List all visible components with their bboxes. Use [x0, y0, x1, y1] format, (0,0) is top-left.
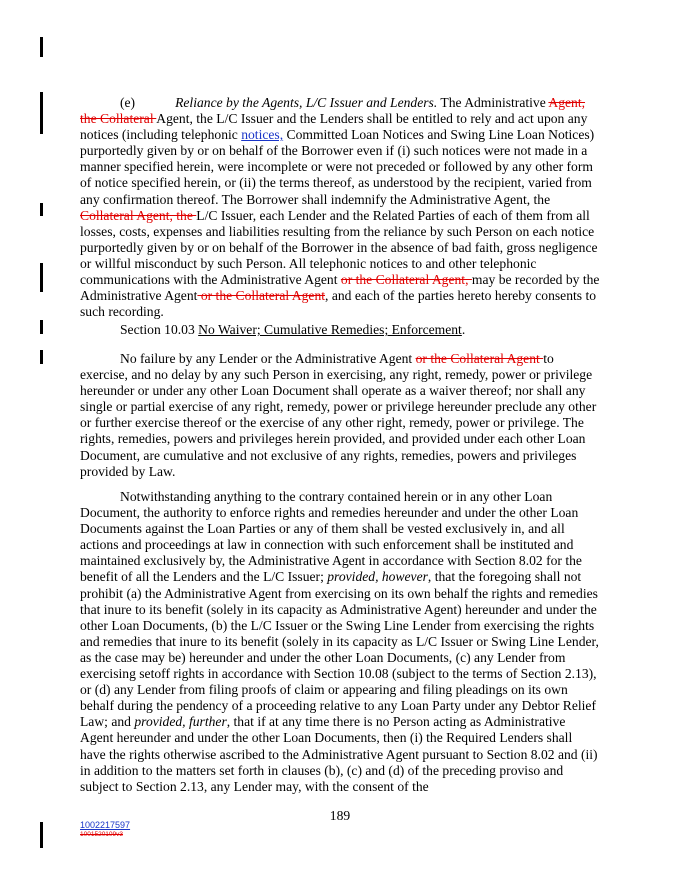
- change-bar: [40, 350, 43, 364]
- deleted-text: or the Collateral Agent: [415, 351, 544, 366]
- paragraph-reliance: (e) Reliance by the Agents, L/C Issuer and Lenders. The Administrative Agent, the Collateral Agent, the L/C Issuer and the Lenders shall be entitled to rely and act upon any notices (including telephonic notices, Committed Loan Notices and Swing Line Loan Notices) purportedly given by or on behalf of the Borrower even if (i) such notices were not made in a manner specified herein, were incomplete or were not preceded or followed by any other form of notice specified herein, or (ii) the terms thereof, as understood by the recipient, varied from any confirmation thereof. The Borrower shall indemnify the Administrative Agent, the Collateral Agent, the L/C Issuer, each Lender and the Related Parties of each of them from all losses, costs, expenses and liabilities resulting from the reliance by such Person on each notice purportedly given by or on behalf of the Borrower in the absence of bad faith, gross negligence or willful misconduct by such Person. All telephonic notices to and other telephonic communications with the Administrative Agent or the Collateral Agent, may be recorded by the Administrative Agent or the Collateral Agent, and each of the parties hereto hereby consents to such recording.: [80, 95, 600, 320]
- change-bar: [40, 37, 43, 57]
- deleted-text: or the Collateral Agent: [197, 288, 326, 304]
- change-bar: [40, 822, 43, 848]
- deleted-text: Collateral Agent, the: [80, 207, 197, 223]
- document-id: 1002217597: [80, 820, 131, 830]
- document-id-deleted: 1001520109v3: [80, 831, 124, 838]
- deleted-text: Agent, the Collateral: [80, 95, 586, 127]
- inserted-text: notices,: [241, 127, 284, 143]
- change-bar: [40, 92, 43, 134]
- paragraph-enforcement: Notwithstanding anything to the contrary contained herein or in any other Loan Document, the authority to enforce rights and remedies hereunder and under the other Loan Documents against the Loan Parties or any of them shall be vested exclusively in, and all actions and proceedings at law in connection with such enforcement shall be instituted and maintained exclusively by, the Administrative Agent in accordance with Section 8.02 for the benefit of all the Lenders and the L/C Issuer; provided, however, that the foregoing shall not prohibit (a) the Administrative Agent from exercising on its own behalf the rights and remedies that inure to its benefit (solely in its capacity as Administrative Agent) hereunder and under the other Loan Documents, (b) the L/C Issuer or the Swing Line Lender from exercising the rights and remedies that inure to its benefit (solely in its capacity as L/C Issuer or Swing Line Lender, as the case may be) hereunder and under the other Loan Documents, (c) any Lender from exercising setoff rights in accordance with Section 10.08 (subject to the terms of Section 2.13), or (d) any Lender from filing proofs of claim or appearing and filing pleadings on its own behalf during the pendency of a proceeding relative to any Loan Party under any Debtor Relief Law; and provided, further, that if at any time there is no Person acting as Administrative Agent hereunder and under the other Loan Documents, then (i) the Required Lenders shall have the rights otherwise ascribed to the Administrative Agent pursuant to Section 8.02 and (ii) in addition to the matters set forth in clauses (b), (c) and (d) of the preceding proviso and subject to Section 2.13, any Lender may, with the consent of the: [80, 489, 599, 794]
- section-number: Section 10.03: [120, 322, 195, 337]
- paragraph-no-waiver: No failure by any Lender or the Administrative Agent or the Collateral Agent to exercise, and no delay by any such Person in exercising, any right, remedy, power or privilege hereunder or under any other Loan Document shall operate as a waiver thereof; nor shall any single or partial exercise of any right, remedy, power or privilege hereunder preclude any other or further exercise thereof or the exercise of any other right, remedy, power or privilege. The rights, remedies, powers and privileges herein provided, and provided under each other Loan Document, are cumulative and not exclusive of any rights, remedies, powers and privileges provided by Law.: [80, 351, 597, 479]
- change-bar: [40, 320, 43, 334]
- clause-title: Reliance by the Agents, L/C Issuer and Lenders.: [175, 95, 438, 110]
- section-heading: Section 10.03 No Waiver; Cumulative Remedies; Enforcement.: [120, 322, 466, 337]
- section-title: No Waiver; Cumulative Remedies; Enforcement: [198, 322, 462, 337]
- page-number: 189: [329, 808, 351, 823]
- clause-label: (e): [120, 95, 136, 110]
- deleted-text: or the Collateral Agent,: [340, 272, 472, 288]
- change-bar: [40, 263, 43, 292]
- change-bar: [40, 203, 43, 216]
